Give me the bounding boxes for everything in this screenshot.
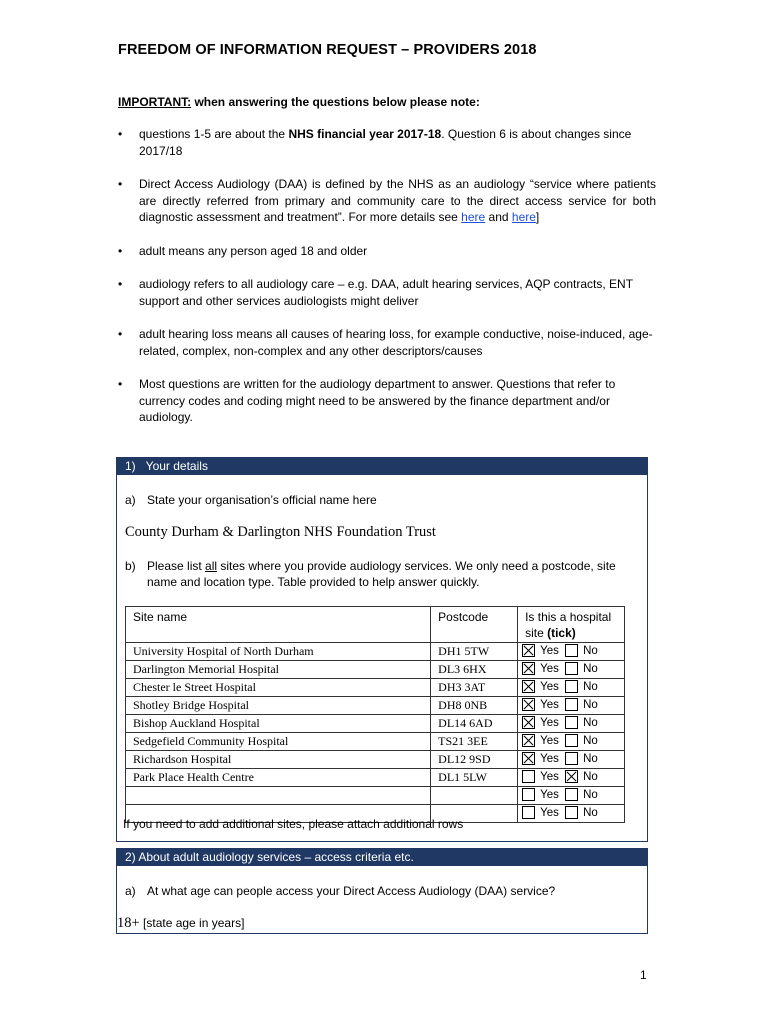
no-label: No (583, 735, 598, 747)
no-label: No (583, 717, 598, 729)
question-2a (125, 883, 555, 899)
site-name-cell[interactable]: Bishop Auckland Hospital (126, 715, 431, 733)
table-row (126, 697, 625, 715)
age-answer-hint: [state age in years] (139, 916, 245, 930)
site-name-cell[interactable]: Sedgefield Community Hospital (126, 733, 431, 751)
bullet-hearing-loss-definition: • adult hearing loss means all causes of hearing loss, for example conductive, noise-induced, age-related, complex, non-complex and any other descriptors/causes (118, 326, 656, 359)
question-text: State your organisation’s official name here (147, 493, 377, 507)
table-row (126, 733, 625, 751)
bullet-financial-year (118, 126, 656, 159)
guidance-list (118, 126, 656, 426)
site-name-cell[interactable]: Park Place Health Centre (126, 769, 431, 787)
section-2-header: 2) About adult audiology services – access criteria etc. (117, 849, 647, 866)
yes-checkbox[interactable] (522, 680, 535, 693)
question-number: b) (125, 559, 136, 573)
postcode-cell[interactable]: DL1 5LW (431, 769, 518, 787)
yes-checkbox[interactable] (522, 806, 535, 819)
table-row (126, 661, 625, 679)
no-checkbox[interactable] (565, 644, 578, 657)
no-checkbox[interactable] (565, 770, 578, 783)
no-label: No (583, 663, 598, 675)
no-label: No (583, 789, 598, 801)
hospital-tick-cell (518, 769, 625, 787)
table-row (126, 787, 625, 805)
hospital-tick-cell (518, 733, 625, 751)
postcode-cell[interactable]: DH3 3AT (431, 679, 518, 697)
col-hospital-site (518, 607, 625, 643)
question-number: a) (125, 884, 136, 898)
bullet-adult-definition: • adult means any person aged 18 and older (118, 243, 656, 260)
yes-label: Yes (540, 717, 559, 729)
yes-label: Yes (540, 699, 559, 711)
col-site-name: Site name (126, 607, 431, 643)
yes-checkbox[interactable] (522, 662, 535, 675)
section-access-criteria (116, 848, 648, 934)
postcode-cell[interactable]: DL12 9SD (431, 751, 518, 769)
important-note (118, 95, 480, 109)
yes-checkbox[interactable] (522, 644, 535, 657)
yes-label: Yes (540, 771, 559, 783)
no-label: No (583, 771, 598, 783)
here-link-2[interactable]: here (511, 210, 536, 224)
no-label: No (583, 699, 598, 711)
no-checkbox[interactable] (565, 788, 578, 801)
table-row (126, 715, 625, 733)
table-row (126, 769, 625, 787)
yes-checkbox[interactable] (522, 770, 535, 783)
no-label: No (583, 645, 598, 657)
organisation-name-answer[interactable]: County Durham & Darlington NHS Foundation Trust (125, 524, 436, 540)
table-row (126, 679, 625, 697)
question-text: At what age can people access your Direct Access Audiology (DAA) service? (147, 884, 556, 898)
document-title: FREEDOM OF INFORMATION REQUEST – PROVIDERS 2018 (118, 42, 537, 58)
bullet-text: ] (535, 210, 540, 224)
bullet-text: questions 1-5 are about the (139, 127, 289, 141)
bullet-who-answers: • Most questions are written for the audiology department to answer. Questions that refer to currency codes and coding might need to be answered by the finance department and/or audiology. (118, 376, 656, 426)
site-name-cell[interactable]: Darlington Memorial Hospital (126, 661, 431, 679)
yes-checkbox[interactable] (522, 698, 535, 711)
table-header-row (126, 607, 625, 643)
no-checkbox[interactable] (565, 698, 578, 711)
yes-checkbox[interactable] (522, 752, 535, 765)
hospital-tick-cell (518, 805, 625, 823)
yes-label: Yes (540, 663, 559, 675)
bullet-text: Direct Access Audiology (DAA) is defined by the NHS as an audiology “service where patients are directly referred from primary and community care to the direct access service for both diagnostic assessment and treatment”. For more details see (139, 177, 656, 224)
sites-table (125, 606, 625, 823)
postcode-cell[interactable]: TS21 3EE (431, 733, 518, 751)
no-checkbox[interactable] (565, 716, 578, 729)
section-your-details (116, 457, 648, 842)
no-checkbox[interactable] (565, 734, 578, 747)
postcode-cell[interactable]: DH1 5TW (431, 643, 518, 661)
hospital-tick-cell (518, 643, 625, 661)
no-label: No (583, 807, 598, 819)
question-text: sites where you provide audiology services. We only need a postcode, site name and location type. Table provided to help answer quickly. (147, 559, 616, 589)
yes-label: Yes (540, 753, 559, 765)
question-1a (125, 492, 377, 508)
col-postcode: Postcode (431, 607, 518, 643)
hospital-tick-cell (518, 697, 625, 715)
table-row (126, 643, 625, 661)
section-1-header: 1) Your details (117, 458, 647, 475)
yes-checkbox[interactable] (522, 734, 535, 747)
hospital-tick-cell (518, 661, 625, 679)
important-label: IMPORTANT: (118, 95, 192, 109)
yes-label: Yes (540, 735, 559, 747)
page-number: 1 (640, 968, 647, 982)
no-checkbox[interactable] (565, 680, 578, 693)
age-answer-value: 18+ (117, 915, 140, 931)
postcode-cell[interactable]: DL14 6AD (431, 715, 518, 733)
site-name-cell[interactable]: Shotley Bridge Hospital (126, 697, 431, 715)
no-label: No (583, 681, 598, 693)
question-1b (125, 558, 639, 590)
no-label: No (583, 753, 598, 765)
no-checkbox[interactable] (565, 806, 578, 819)
important-text: when answering the questions below please note: (191, 95, 480, 109)
yes-label: Yes (540, 789, 559, 801)
additional-sites-note: If you need to add additional sites, please attach additional rows (123, 817, 464, 831)
hospital-tick-cell (518, 679, 625, 697)
bullet-audiology-definition: • audiology refers to all audiology care – e.g. DAA, adult hearing services, AQP contracts, ENT support and other services audiologists might deliver (118, 276, 656, 309)
site-name-cell[interactable]: Richardson Hospital (126, 751, 431, 769)
yes-label: Yes (540, 681, 559, 693)
table-row (126, 751, 625, 769)
question-underlined-text: all (205, 559, 218, 573)
postcode-cell[interactable]: DL3 6HX (431, 661, 518, 679)
bullet-daa-definition (118, 176, 656, 226)
hospital-tick-cell (518, 787, 625, 805)
site-name-cell[interactable] (126, 787, 431, 805)
postcode-cell[interactable] (431, 787, 518, 805)
bullet-text: and (485, 210, 512, 224)
hospital-tick-cell (518, 715, 625, 733)
bullet-bold-text: NHS financial year 2017-18 (288, 127, 442, 141)
age-answer[interactable] (117, 915, 244, 931)
site-name-cell[interactable]: University Hospital of North Durham (126, 643, 431, 661)
no-checkbox[interactable] (565, 752, 578, 765)
question-number: a) (125, 493, 136, 507)
col-hospital-tick-text: (tick) (547, 626, 576, 640)
yes-checkbox[interactable] (522, 716, 535, 729)
yes-label: Yes (540, 645, 559, 657)
site-name-cell[interactable]: Chester le Street Hospital (126, 679, 431, 697)
yes-label: Yes (540, 807, 559, 819)
hospital-tick-cell (518, 751, 625, 769)
here-link-1[interactable]: here (461, 210, 486, 224)
question-text: Please list (147, 559, 206, 573)
yes-checkbox[interactable] (522, 788, 535, 801)
col-hospital-text: Is this a hospital site (525, 610, 612, 640)
no-checkbox[interactable] (565, 662, 578, 675)
bullet-text: . Question 6 is about changes since 2017/18 (139, 127, 632, 158)
postcode-cell[interactable]: DH8 0NB (431, 697, 518, 715)
